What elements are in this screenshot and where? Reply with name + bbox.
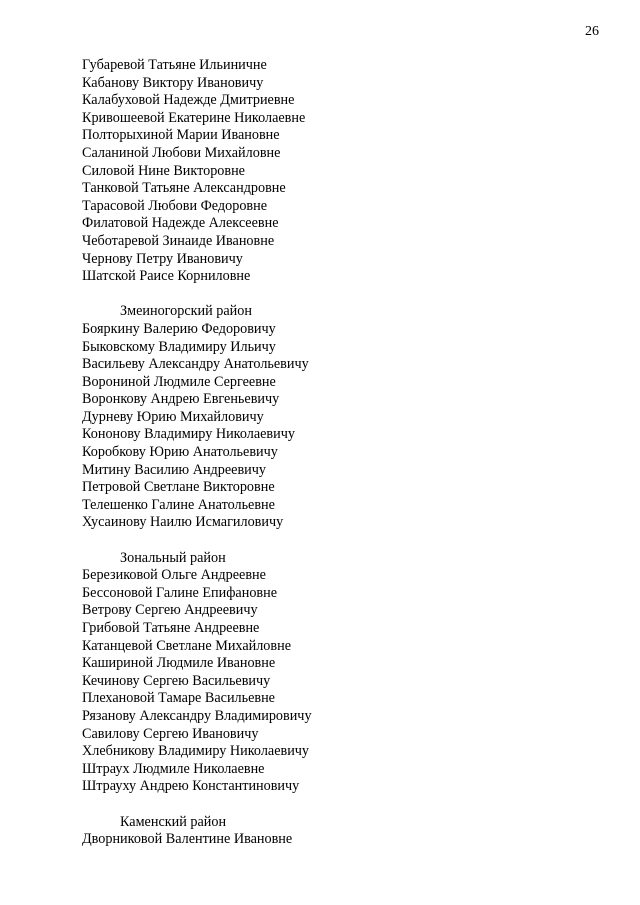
name-line: Бояркину Валерию Федоровичу — [82, 320, 276, 337]
name-line: Рязанову Александру Владимировичу — [82, 707, 312, 724]
award-list — [82, 57, 602, 849]
name-line: Танковой Татьяне Александровне — [82, 180, 286, 197]
name-line: Губаревой Татьяне Ильиничне — [82, 57, 267, 73]
name-line: Кононову Владимиру Николаевичу — [82, 426, 295, 443]
name-line: Кривошеевой Екатерине Николаевне — [82, 109, 306, 126]
name-line: Быковскому Владимиру Ильичу — [82, 338, 276, 355]
name-line: Плехановой Тамаре Васильевне — [82, 690, 275, 707]
name-line: Телешенко Галине Анатольевне — [82, 496, 275, 513]
name-line: Калабуховой Надежде Дмитриевне — [82, 92, 295, 109]
name-line: Коробкову Юрию Анатольевичу — [82, 444, 278, 461]
name-line: Дурневу Юрию Михайловичу — [82, 408, 264, 425]
name-line: Грибовой Татьяне Андреевне — [82, 620, 260, 636]
district-heading: Каменский район — [120, 813, 227, 830]
section-spacer — [82, 286, 602, 304]
name-line: Кабанову Виктору Ивановичу — [82, 74, 264, 91]
name-line: Митину Василию Андреевичу — [82, 461, 266, 478]
name-line: Хлебникову Владимиру Николаевичу — [82, 743, 310, 760]
name-line: Чернову Петру Ивановичу — [82, 250, 243, 267]
name-line: Силовой Нине Викторовне — [82, 162, 245, 179]
section-continued-list — [82, 57, 602, 286]
section-zmeinogorsky — [82, 303, 602, 532]
name-line: Тарасовой Любови Федоровне — [82, 197, 268, 214]
name-line: Штрауху Андрею Константиновичу — [82, 778, 300, 795]
name-line: Васильеву Александру Анатольевичу — [82, 356, 309, 373]
name-line: Кечинову Сергею Васильевичу — [82, 672, 271, 689]
name-line: Воронкову Андрею Евгеньевичу — [82, 391, 280, 408]
name-line: Ворониной Людмиле Сергеевне — [82, 373, 276, 390]
name-line: Савилову Сергею Ивановичу — [82, 725, 259, 742]
name-line: Катанцевой Светлане Михайловне — [82, 637, 291, 654]
name-line: Штраух Людмиле Николаевне — [82, 760, 265, 777]
name-line: Березиковой Ольге Андреевне — [82, 567, 266, 584]
section-kamensky — [82, 814, 602, 849]
name-line: Бессоновой Галине Епифановне — [82, 584, 278, 601]
name-line: Филатовой Надежде Алексеевне — [82, 215, 279, 232]
name-line: Петровой Светлане Викторовне — [82, 479, 275, 496]
name-line: Полторыхиной Марии Ивановне — [82, 127, 280, 144]
name-line: Саланиной Любови Михайловне — [82, 144, 281, 161]
name-line: Ветрову Сергею Андреевичу — [82, 602, 258, 619]
name-line: Чеботаревой Зинаиде Ивановне — [82, 232, 275, 249]
district-heading: Змеиногорский район — [120, 303, 252, 320]
section-spacer — [82, 796, 602, 814]
name-line: Хусаинову Наилю Исмагиловичу — [82, 514, 284, 531]
district-heading: Зональный район — [120, 549, 226, 566]
section-spacer — [82, 532, 602, 550]
name-line: Шатской Раисе Корниловне — [82, 268, 251, 285]
section-zonalny — [82, 550, 602, 796]
page-number: 26 — [585, 24, 599, 39]
name-line: Дворниковой Валентине Ивановне — [82, 831, 293, 848]
name-line: Кашириной Людмиле Ивановне — [82, 655, 276, 672]
